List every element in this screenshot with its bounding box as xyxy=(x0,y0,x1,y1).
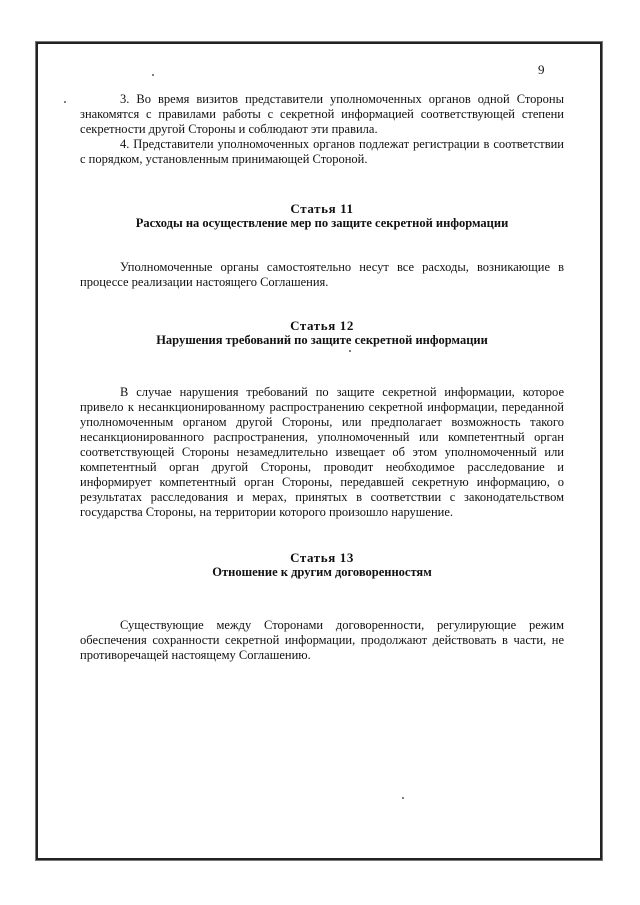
article-12-body: В случае нарушения требований по защите секретной информации, которое привело к несанкционированному распространению секретной информации, переданной уполномоченным органом другой Стороны, или предполагает возможность такого несанкционированного распространения, уполномоченный или компетентный орган соответствующей Стороны незамедлительно извещает об этом уполномоченный или компетентный орган другой Стороны, проводит необходимое расследование и информирует компетентный орган Стороны, передавшей секретную информацию, о результатах расследования и мерах, принятых в соответствии с законодательством государства Стороны, на территории которого произошло нарушение. xyxy=(80,385,564,519)
article-13-body: Существующие между Сторонами договоренности, регулирующие режим обеспечения сохранности секретной информации, продолжают действовать в части, не противоречащей настоящему Соглашению. xyxy=(80,618,564,662)
scan-speck xyxy=(152,74,154,76)
paragraph-4: 4. Представители уполномоченных органов подлежат регистрации в соответствии с порядком, установленным принимающей Стороной. xyxy=(80,137,564,166)
article-11-body: Уполномоченные органы самостоятельно несут все расходы, возникающие в процессе реализации настоящего Соглашения. xyxy=(80,260,564,289)
article-12-title: Нарушения требований по защите секретной информации xyxy=(156,333,488,347)
article-11-title: Расходы на осуществление мер по защите секретной информации xyxy=(135,216,509,230)
article-13-number: Статья 13 xyxy=(290,550,354,565)
article-12-number: Статья 12 xyxy=(290,318,354,333)
scan-speck xyxy=(402,797,404,799)
paragraph-3: 3. Во время визитов представители уполномоченных органов одной Стороны знакомятся с правилами работы с секретной информацией соответствующей степени секретности другой Стороны и соблюдают эти правила. xyxy=(80,92,564,136)
article-13-title: Отношение к другим договоренностям xyxy=(212,565,432,579)
scan-speck xyxy=(64,101,66,103)
document-body xyxy=(80,92,564,663)
article-11-number: Статья 11 xyxy=(290,201,354,216)
page-number: 9 xyxy=(538,62,545,77)
